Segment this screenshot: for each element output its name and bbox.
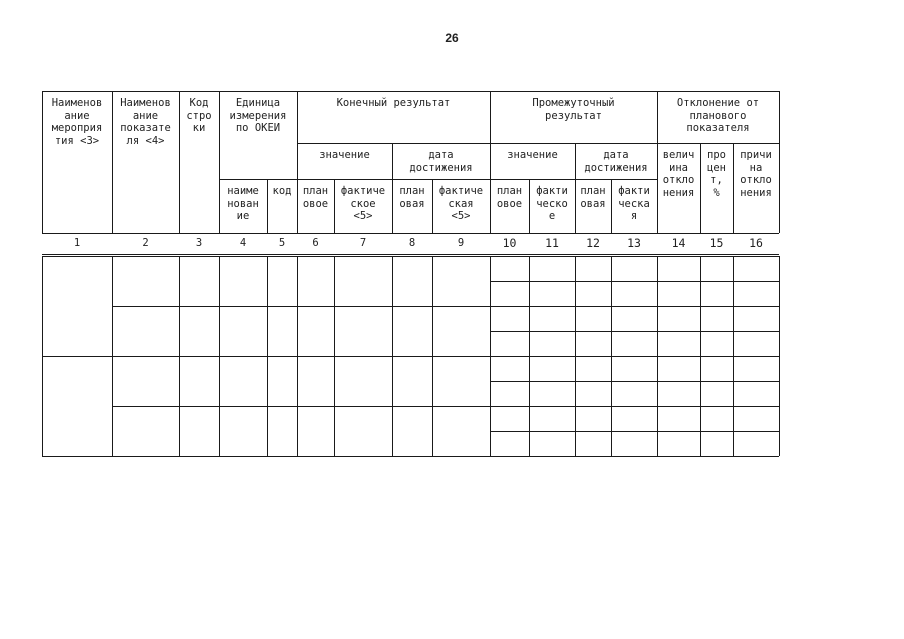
- header-deviation-value: велич ина откло нения: [662, 149, 695, 199]
- body-bottom-line: [42, 456, 779, 457]
- column-number: 11: [545, 236, 559, 250]
- column-number: 13: [627, 236, 641, 250]
- header-col-line: [219, 91, 220, 233]
- header-deviation-percent: про цен т, %: [707, 149, 726, 199]
- header-row-line: [297, 143, 779, 144]
- header-deviation-reason: причи на откло нения: [740, 149, 772, 199]
- header-col-line: [700, 143, 701, 233]
- body-col-line: [700, 256, 701, 456]
- body-row-line: [490, 356, 779, 357]
- header-col-line: [779, 91, 780, 233]
- header-col-line: [490, 91, 491, 233]
- body-col-line: [575, 256, 576, 456]
- header-col-line: [297, 91, 298, 233]
- header-indicator-name: Наименов ание показате ля <4>: [120, 97, 171, 147]
- body-col-line: [733, 256, 734, 456]
- header-final-date: дата достижения: [409, 149, 473, 174]
- body-col-line: [657, 256, 658, 456]
- body-col-line: [334, 256, 335, 456]
- body-top-line: [42, 256, 779, 257]
- table-top-border: [42, 91, 779, 92]
- header-col-line: [112, 91, 113, 233]
- header-col-line: [575, 143, 576, 233]
- column-number: 12: [586, 236, 600, 250]
- body-col-line: [267, 256, 268, 456]
- body-row-line: [490, 331, 779, 332]
- body-col-line: [490, 256, 491, 456]
- column-number: 15: [709, 236, 724, 250]
- header-unit: Единица измерения по ОКЕИ: [229, 97, 287, 134]
- header-col-line: [611, 179, 612, 233]
- body-col-line: [112, 256, 113, 456]
- body-row-line: [490, 306, 779, 307]
- number-row-line: [42, 254, 779, 255]
- header-final-result: Конечный результат: [336, 97, 451, 109]
- body-col-line: [779, 256, 780, 456]
- header-final-value: значение: [319, 149, 370, 161]
- column-number: 10: [502, 236, 517, 250]
- header-unit-code: код: [272, 185, 292, 197]
- column-number: 9: [457, 237, 465, 249]
- header-interim-date: дата достижения: [584, 149, 648, 174]
- header-unit-name: наиме нован ие: [227, 185, 259, 222]
- header-activity-name: Наименов ание мероприя тия <3>: [51, 97, 103, 147]
- body-col-line: [42, 256, 43, 456]
- header-final-date-actual: фактиче ская <5>: [438, 185, 484, 222]
- header-deviation: Отклонение от планового показателя: [676, 97, 760, 134]
- header-row-code: Код стро ки: [186, 97, 212, 134]
- body-col-line: [179, 256, 180, 456]
- header-col-line: [334, 179, 335, 233]
- header-col-line: [733, 143, 734, 233]
- body-row-line: [490, 431, 779, 432]
- header-final-actual: фактиче ское <5>: [340, 185, 386, 222]
- header-col-line: [529, 179, 530, 233]
- header-final-date-planned: план овая: [399, 185, 425, 210]
- body-row-line: [490, 381, 779, 382]
- column-number: 4: [239, 237, 247, 249]
- column-number: 3: [195, 237, 203, 249]
- header-col-line: [42, 91, 43, 233]
- header-interim-result: Промежуточный результат: [532, 97, 615, 122]
- header-row-line: [219, 179, 657, 180]
- body-row-line: [112, 406, 490, 407]
- header-col-line: [267, 179, 268, 233]
- header-col-line: [392, 143, 393, 233]
- column-number: 7: [359, 237, 367, 249]
- body-col-line: [392, 256, 393, 456]
- column-number: 6: [312, 237, 319, 249]
- column-number: 1: [73, 237, 81, 249]
- body-col-line: [611, 256, 612, 456]
- header-col-line: [657, 91, 658, 233]
- body-col-line: [297, 256, 298, 456]
- body-col-line: [529, 256, 530, 456]
- column-number: 2: [142, 237, 149, 249]
- header-bottom-line: [42, 233, 779, 234]
- header-interim-planned: план овое: [496, 185, 523, 210]
- body-row-line: [42, 356, 490, 357]
- body-col-line: [432, 256, 433, 456]
- table-grid: [42, 91, 779, 457]
- header-col-line: [179, 91, 180, 233]
- body-row-line: [112, 306, 490, 307]
- column-number: 8: [408, 237, 416, 249]
- body-col-line: [219, 256, 220, 456]
- page-number: 26: [445, 31, 459, 45]
- header-col-line: [432, 179, 433, 233]
- header-interim-date-actual: факти ческа я: [618, 185, 650, 222]
- header-interim-actual: факти ческо е: [536, 185, 568, 222]
- column-number: 16: [749, 236, 763, 250]
- header-interim-date-planned: план овая: [580, 185, 606, 210]
- body-row-line: [490, 281, 779, 282]
- body-row-line: [490, 406, 779, 407]
- header-interim-value: значение: [507, 149, 558, 161]
- column-number: 5: [278, 237, 286, 249]
- column-number: 14: [671, 236, 686, 250]
- header-final-planned: план овое: [302, 185, 329, 210]
